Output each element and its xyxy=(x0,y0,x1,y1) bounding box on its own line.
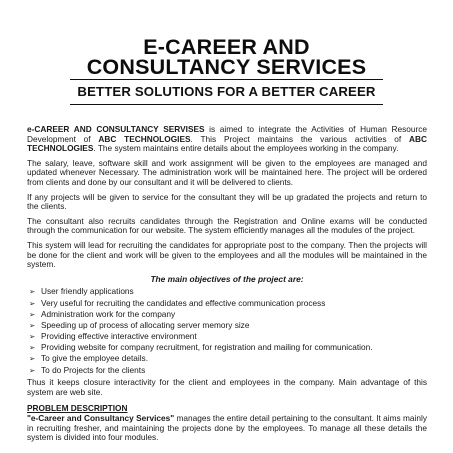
objective-text: User friendly applications xyxy=(41,286,134,297)
arrow-bullet-icon: ➢ xyxy=(29,354,36,364)
objective-text: Providing effective interactive environment xyxy=(41,331,197,342)
list-item xyxy=(27,332,427,342)
paragraph-recruitment: The consultant also recruits candidates through the Registration and Online exams will be conducted through the communication for our website. The system efficiently manages all the modules of the project. xyxy=(27,215,427,236)
list-item xyxy=(27,287,427,297)
tagline-top-rule xyxy=(70,79,383,80)
arrow-bullet-icon: ➢ xyxy=(29,332,36,342)
intro-company-1: ABC TECHNOLOGIES xyxy=(98,133,191,144)
document-body xyxy=(27,125,427,448)
arrow-bullet-icon: ➢ xyxy=(29,365,36,375)
document-title-line2: CONSULTANCY SERVICES xyxy=(86,55,367,79)
arrow-bullet-icon: ➢ xyxy=(29,343,36,353)
list-item xyxy=(27,310,427,320)
intro-text-a: is aimed to integrate the Activities of Human Resource Development of xyxy=(27,124,427,144)
arrow-bullet-icon: ➢ xyxy=(29,320,36,330)
paragraph-salary: The salary, leave, software skill and work assignment will be given to the employees are managed and updated whenever Necessary. The administration work will be maintained here. The project will be ordered from clients and done by our consultant and it will be delivered to clients. xyxy=(27,157,427,187)
intro-paragraph xyxy=(27,125,427,154)
arrow-bullet-icon: ➢ xyxy=(29,298,36,308)
objective-text: To give the employee details. xyxy=(41,353,149,364)
document-title-line1: E-CAREER AND xyxy=(143,35,310,59)
intro-company-2: ABC TECHNOLOGIES xyxy=(27,133,427,154)
problem-paragraph xyxy=(27,414,427,443)
problem-text: manages the entire detail pertaining to the consultant. It aims mainly in recruiting fresher, and maintaining the projects done by the employees. To manage all these details the system is divided into four modules. xyxy=(27,413,427,443)
objective-text: To do Projects for the clients xyxy=(41,364,146,375)
closing-paragraph: Thus it keeps closure interactivity for the client and employees in the company. Main advantage of this system are web site. xyxy=(27,377,427,397)
list-item xyxy=(27,354,427,364)
problem-project-name: "e-Career and Consultancy Services" xyxy=(27,413,175,423)
tagline-bottom-rule xyxy=(70,104,383,105)
objective-text: Very useful for recruiting the candidates and effective communication process xyxy=(41,297,326,308)
paragraph-system: This system will lead for recruiting the candidates for appropriate post to the company. Then the projects will be done for the client and work will be given to the employees and all the modules will be maintained in the system. xyxy=(27,239,427,270)
objectives-list xyxy=(27,287,427,375)
intro-text-c: . The system maintains entire details about the employees working in the company. xyxy=(93,143,399,154)
list-item xyxy=(27,366,427,376)
objective-text: Providing website for company recruitment, for registration and mailing for communication. xyxy=(41,342,373,353)
list-item xyxy=(27,321,427,331)
arrow-bullet-icon: ➢ xyxy=(29,287,36,297)
intro-project-name: e-CAREER AND CONSULTANCY SERVISES xyxy=(27,124,205,134)
tagline: BETTER SOLUTIONS FOR A BETTER CAREER xyxy=(77,84,376,99)
objective-text: Speeding up of process of allocating server memory size xyxy=(41,319,250,330)
arrow-bullet-icon: ➢ xyxy=(29,309,36,319)
intro-text-b: . This Project maintains the various activities of xyxy=(190,133,410,144)
list-item xyxy=(27,299,427,309)
objective-text: Administration work for the company xyxy=(41,308,176,319)
list-item xyxy=(27,343,427,353)
paragraph-projects: If any projects will be given to service for the consultant they will be up gradated the projects and return to the clients. xyxy=(27,191,427,212)
objectives-heading: The main objectives of the project are: xyxy=(150,273,304,284)
problem-description-heading: PROBLEM DESCRIPTION xyxy=(27,403,128,414)
